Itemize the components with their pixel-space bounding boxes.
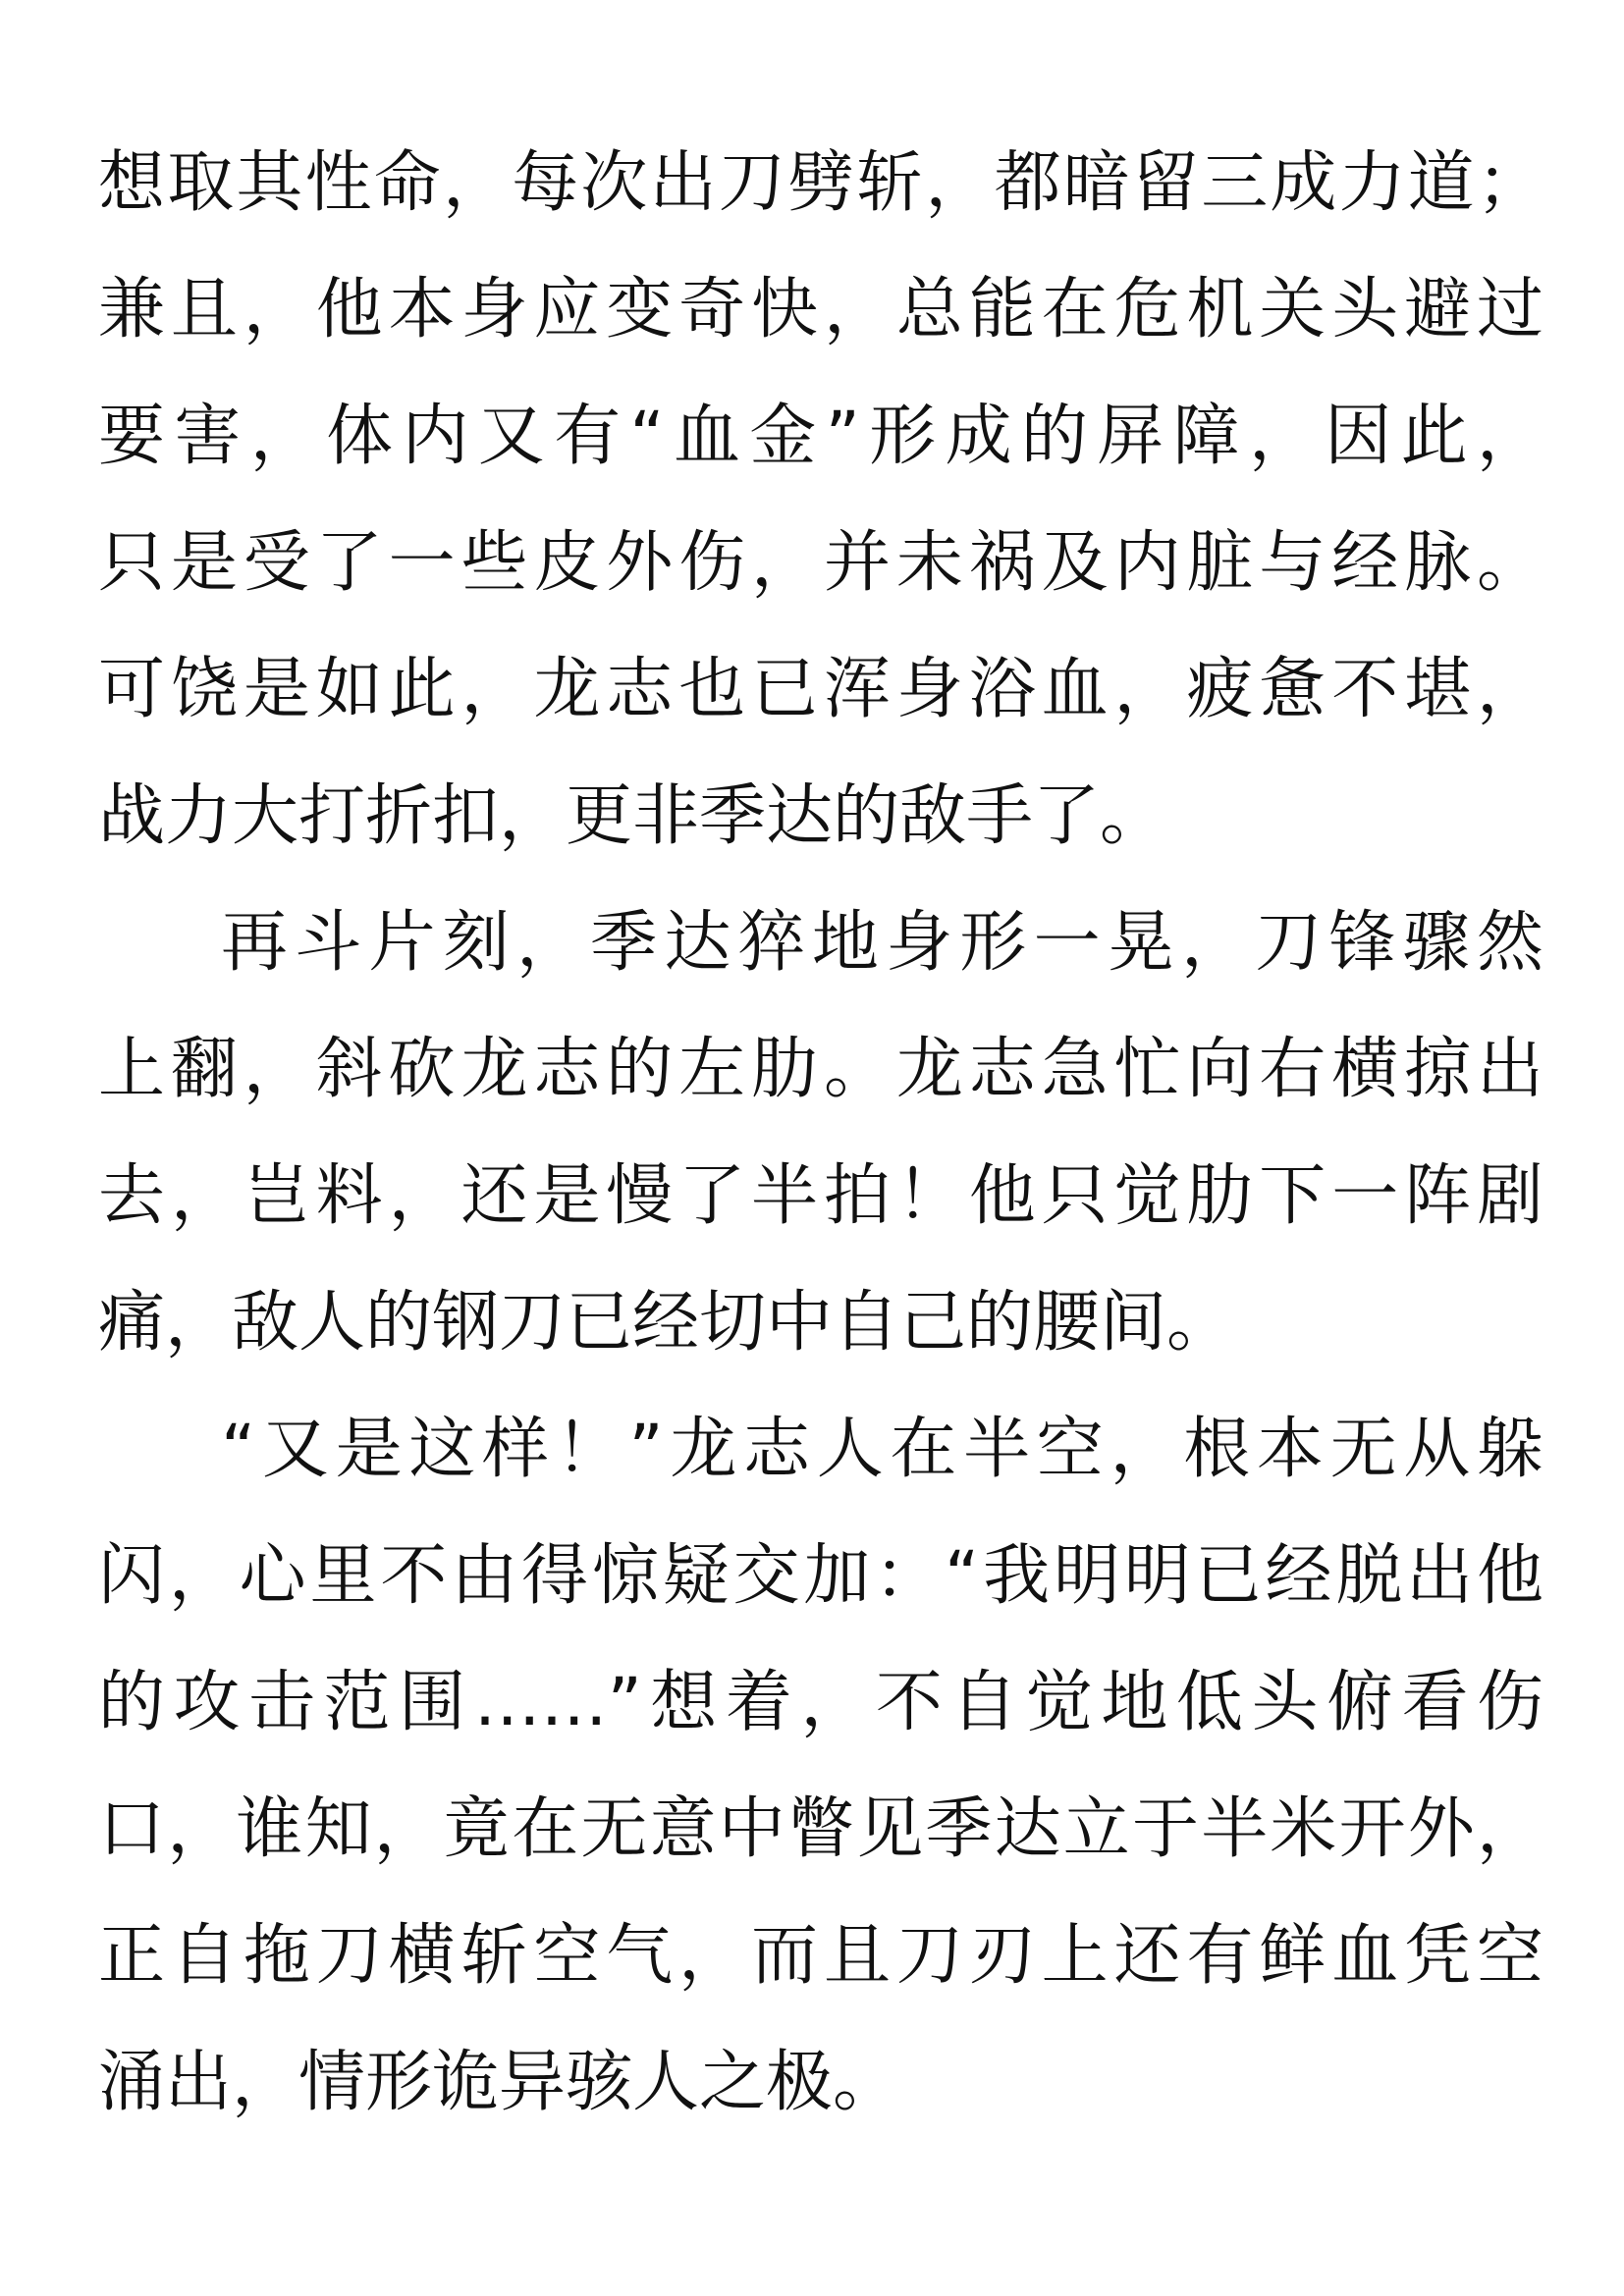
- text-line: 再斗片刻，季达猝地身形一晃，刀锋骤然: [221, 904, 1543, 982]
- text-line: 闪，心里不由得惊疑交加：“我明明已经脱出他: [98, 1537, 1543, 1615]
- text-line: 想取其性命，每次出刀劈斩，都暗留三成力道；: [98, 144, 1543, 222]
- body-text: [98, 120, 1543, 2146]
- text-line: 的攻击范围……”想着，不自觉地低头俯看伤: [98, 1664, 1543, 1741]
- paragraph-1: [98, 120, 1543, 880]
- text-line: 口，谁知，竟在无意中瞥见季达立于半米开外，: [98, 1790, 1543, 1868]
- text-line: 正自拖刀横斩空气，而且刀刃上还有鲜血凭空: [98, 1917, 1543, 1995]
- text-line: 痛，敌人的钢刀已经切中自己的腰间。: [98, 1284, 1234, 1362]
- text-line: 上翻，斜砍龙志的左肋。龙志急忙向右横掠出: [98, 1031, 1543, 1108]
- text-line: “又是这样！”龙志人在半空，根本无从躲: [221, 1411, 1543, 1488]
- text-line: 涌出，情形诡异骇人之极。: [98, 2044, 900, 2121]
- text-line: 战力大打折扣，更非季达的敌手了。: [98, 777, 1167, 855]
- paragraph-3: [98, 1386, 1543, 2146]
- text-line: 要害，体内又有“血金”形成的屏障，因此，: [98, 398, 1543, 475]
- text-line: 去，岂料，还是慢了半拍！他只觉肋下一阵剧: [98, 1157, 1543, 1235]
- text-line: 可饶是如此，龙志也已浑身浴血，疲惫不堪，: [98, 651, 1543, 728]
- text-line: 只是受了一些皮外伤，并未祸及内脏与经脉。: [98, 524, 1543, 602]
- text-line: 兼且，他本身应变奇快，总能在危机关头避过: [98, 271, 1543, 348]
- paragraph-2: [98, 880, 1543, 1386]
